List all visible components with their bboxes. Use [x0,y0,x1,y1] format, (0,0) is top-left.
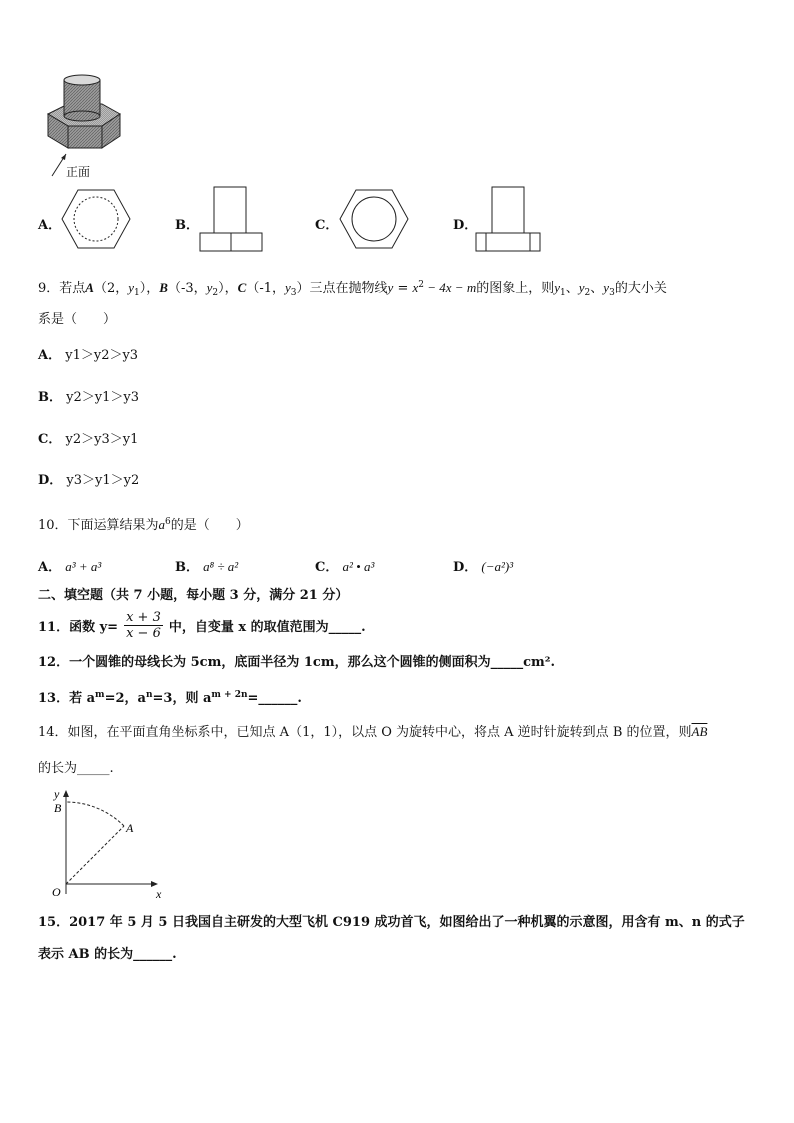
q9-point-c: C [237,280,247,295]
q9-sep-2: 、 [590,281,604,296]
q9-option-c-text: y2＞y3＞y1 [65,432,139,447]
q9-option-a [38,347,138,365]
q9-option-d-text: y3＞y1＞y2 [66,473,140,488]
q10-option-c-label: C． [315,560,339,575]
q9-y2: y [206,280,213,295]
q9-stem-line2: 系是（ ） [38,312,117,327]
q14-y-axis-label: y [54,787,60,801]
q9-formula-rest: − 4x − [424,280,467,295]
q14-x-axis-label: x [156,887,162,901]
q9-tail-y3: y [603,280,610,295]
section-title: 二、填空题（共 7 小题，每小题 3 分，满分 21 分） [38,588,349,603]
q10-option-b-text: a⁸ ÷ a² [203,559,239,574]
q9-tail-y2-sub: 2 [584,288,591,298]
q13-exp: m + 2n [211,690,248,700]
q9-text-tail: 的图象上，则 [476,281,555,296]
q9-y3-sub: 3 [290,288,297,298]
q10-exp: 6 [165,517,171,527]
q9-close-1: ）， [139,281,160,296]
q12-text: 12．一个圆锥的母线长为 5cm，底面半径为 1cm，那么这个圆锥的侧面积为_____cm². [38,655,555,670]
q9-formula-m: m [466,280,477,295]
q14-line1 [38,723,707,742]
q9-formula-exp: 2 [418,280,424,290]
q8-option-b-label: B． [175,218,199,233]
q10-option-b [175,556,238,575]
q14-text: 14．如图，在平面直角坐标系中，已知点 A（1，1），以点 O 为旋转中心，将点 A 逆时针旋转到点 B 的位置，则 [38,725,692,740]
q9-option-a-text: y1＞y2＞y3 [65,348,139,363]
q14-point-a-label: A [126,821,134,835]
q9-option-d-label: D． [38,473,63,488]
q14-origin-label: O [52,885,61,899]
q9-sep-1: 、 [565,281,579,296]
q10-stem-text: 10．下面运算结果为 [38,518,159,533]
q9-tail-y3-sub: 3 [609,288,615,298]
q9-option-c-label: C． [38,432,62,447]
q9-option-c [38,431,138,449]
q8-option-b-figure [198,185,264,253]
q13-end: =______. [247,691,302,706]
q10-option-d [453,556,513,575]
q11-post: 中，自变量 x 的取值范围为_____. [168,619,366,635]
q13-n: n [145,690,153,700]
q9-coord-c: （-1， [246,281,285,296]
q9-option-b-label: B． [38,390,62,405]
q13-m: m [95,690,105,700]
q13-text [38,686,302,708]
q9-option-b-text: y2＞y1＞y3 [66,390,139,405]
q9-number: 9． [38,281,60,296]
q10-stem-end: 的是（ ） [170,518,249,533]
q9-option-d [38,472,139,490]
q10-option-c [315,556,374,575]
q10-option-a-label: A． [38,560,62,575]
q10-option-b-label: B． [175,560,199,575]
q9-tail-y2: y [578,280,585,295]
q15-line2: 表示 AB 的长为______. [38,947,177,962]
q14-point-b-label: B [54,801,62,815]
q11-denominator: x − 6 [126,625,161,641]
q9-tail-y1: y [554,280,561,295]
q11-pre: 11．函数 y= [38,619,119,635]
q11-fraction [124,610,163,641]
q9-text-parabola: ）三点在抛物线 [296,281,388,296]
q9-y2-sub: 2 [212,288,219,298]
q9-close-2: ）， [218,281,238,296]
q10-option-a [38,556,101,575]
q10-option-a-text: a³ + a³ [65,559,102,574]
q9-formula-eq: = [393,281,413,296]
q10-option-c-text: a² • a³ [342,559,375,574]
q9-point-a: A [85,280,94,295]
q9-formula-x: x [412,280,419,295]
q14-line2: 的长为_____. [38,761,114,776]
q9-formula-y: y [387,280,394,295]
q9-text-end: 的大小关 [614,281,667,296]
q8-option-d-figure [474,185,542,253]
q8-option-a-label: A． [38,218,62,233]
q10-stem [38,513,249,535]
q9-y3: y [285,280,291,295]
front-label: 正面 [66,165,91,179]
q9-option-b [38,389,139,407]
q13-eq1: =2，a [104,691,146,706]
q14-figure [40,786,165,901]
q14-arc-label: $\overline{AB}$ [691,724,708,739]
q11-line [38,606,366,644]
q10-a: a [158,517,166,532]
q13-pre: 13．若 a [38,691,96,706]
q11-numerator: x + 3 [126,609,161,625]
q9-option-a-label: A． [38,348,62,363]
q9-point-b: B [159,280,168,295]
q13-eq2: =3，则 a [152,691,212,706]
q9-coord-a: （2， [93,281,129,296]
q9-y1-sub: 1 [134,288,140,298]
q8-option-c-figure [336,186,412,252]
q8-option-a-figure [58,186,134,252]
q10-option-d-text: (−a²)³ [481,559,514,574]
q8-option-d-label: D． [453,218,478,233]
q9-stem-line1 [38,276,667,302]
q9-coord-b: （-3， [167,281,207,296]
q9-tail-y1-sub: 1 [560,288,566,298]
q9-y1: y [128,280,135,295]
q15-line1: 15．2017 年 5 月 5 日我国自主研发的大型飞机 C919 成功首飞，如图给出了一种机翼的示意图，用含有 m、n 的式子 [38,915,745,930]
q8-option-c-label: C． [315,218,339,233]
q10-option-d-label: D． [453,560,478,575]
q9-text-1: 若点 [59,281,86,296]
